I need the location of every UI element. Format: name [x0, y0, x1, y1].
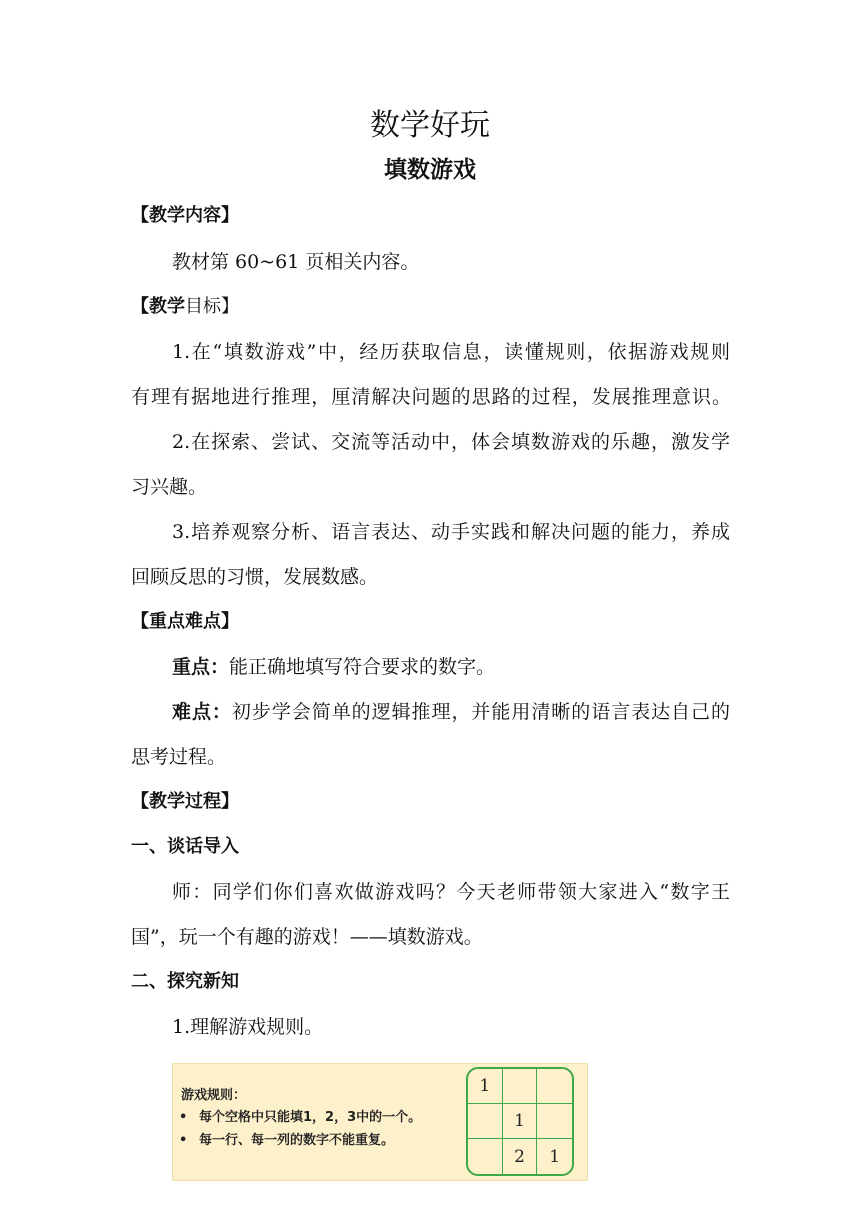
rule-text-1: 每个空格中只能填1，2，3中的一个。	[199, 1110, 422, 1125]
difficulty-line-1	[172, 697, 730, 727]
goal-2-line-1: 2.在探索、尝试、交流等活动中，体会填数游戏的乐趣，激发学	[172, 431, 730, 453]
section-heading-goals	[131, 292, 239, 322]
grid-cell: 2	[503, 1139, 538, 1174]
grid-cell	[503, 1069, 538, 1104]
grid-cell	[537, 1069, 572, 1104]
section-heading-goals-part2: 目标】	[185, 296, 239, 317]
goal-3-line-2: 回顾反思的习惯，发展数感。	[131, 566, 379, 588]
section-heading-key-points: 【重点难点】	[131, 611, 239, 632]
section-heading-content: 【教学内容】	[131, 205, 239, 226]
step-1-line-1: 师：同学们你们喜欢做游戏吗？今天老师带领大家进入“数字王	[172, 881, 730, 903]
step-1-heading: 一、谈话导入	[131, 836, 239, 857]
difficulty-text: 初步学会简单的逻辑推理，并能用清晰的语言表达自己的	[231, 701, 730, 723]
key-point	[172, 652, 495, 682]
goal-2-line-2: 习兴趣。	[131, 476, 208, 498]
grid-cell	[468, 1104, 503, 1139]
content-text: 教材第 60~61 页相关内容。	[172, 251, 420, 273]
grid-cell	[468, 1139, 503, 1174]
game-rules-figure	[172, 1063, 588, 1181]
rule-item-1	[179, 1109, 421, 1127]
grid-cell: 1	[468, 1069, 503, 1104]
bullet-icon: •	[179, 1133, 188, 1148]
step-1-line-2: 国”，玩一个有趣的游戏！——填数游戏。	[131, 926, 483, 948]
rules-title: 游戏规则：	[181, 1088, 247, 1103]
grid-cell: 1	[503, 1104, 538, 1139]
goal-1-line-2: 有理有据地进行推理，厘清解决问题的思路的过程，发展推理意识。	[131, 386, 731, 408]
section-heading-process: 【教学过程】	[131, 791, 239, 812]
page-subtitle: 填数游戏	[384, 157, 476, 183]
grid-cell: 1	[549, 1146, 561, 1167]
goal-1-line-1: 1.在“填数游戏”中，经历获取信息，读懂规则，依据游戏规则	[172, 341, 730, 363]
rule-item-2	[179, 1132, 394, 1150]
bullet-icon: •	[179, 1110, 188, 1125]
goal-3-line-1: 3.培养观察分析、语言表达、动手实践和解决问题的能力，养成	[172, 521, 730, 543]
key-point-text: 能正确地填写符合要求的数字。	[229, 656, 496, 678]
step-2-item-1: 1.理解游戏规则。	[172, 1016, 324, 1038]
rule-text-2: 每一行、每一列的数字不能重复。	[199, 1133, 395, 1148]
key-point-label: 重点：	[172, 656, 230, 678]
page-title: 数学好玩	[370, 108, 490, 143]
grid-cell	[537, 1104, 572, 1139]
step-2-heading: 二、探究新知	[131, 971, 239, 992]
section-heading-goals-part1: 【教学	[131, 296, 185, 317]
number-grid	[466, 1067, 574, 1176]
difficulty-line-2: 思考过程。	[131, 746, 227, 768]
difficulty-label: 难点：	[172, 701, 232, 723]
